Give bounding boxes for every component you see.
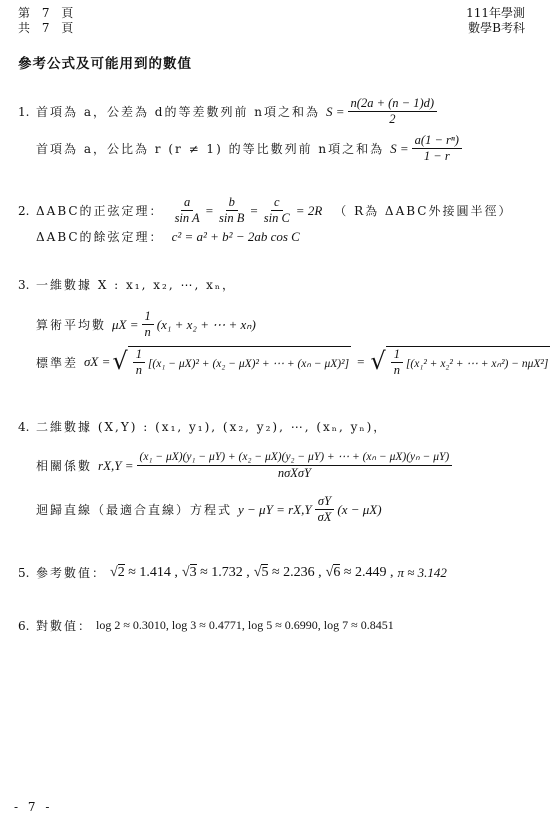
fraction-denominator: sin C xyxy=(263,211,290,225)
sqrt6-value: √6 ≈ 2.449 , xyxy=(325,564,394,580)
std-dev-radical-2: √ $\frac{1}{n}$ [(x₁² + x₂² + ⋯ + xₙ²) − nμX²] xyxy=(370,347,549,377)
sine-law-text: ΔABC的正弦定理： xyxy=(36,204,164,218)
fraction-denominator: n xyxy=(144,325,151,339)
radicand: 2 xyxy=(117,564,125,580)
arith-sum-fraction xyxy=(348,96,438,127)
std-dev-fraction-2 xyxy=(391,347,403,378)
sqrt3-value: √3 ≈ 1.732 , xyxy=(181,564,250,580)
item-4-line-b xyxy=(36,450,455,481)
fraction-numerator: (x₁ − μX)(y₁ − μY) + (x₂ − μX)(y₂ − μY) + ⋯ + (xₙ − μX)(yₙ − μY) xyxy=(137,450,453,466)
approx-value: ≈ 2.449 , xyxy=(343,564,394,580)
page-total: 共 7 頁 xyxy=(18,21,78,35)
item-4-line-c xyxy=(36,494,382,525)
item-1-line-b xyxy=(36,133,465,164)
item-3-line-c xyxy=(36,346,552,378)
sine-fraction-a xyxy=(172,195,203,226)
mean-lhs: μX = xyxy=(112,316,139,332)
item-number: 1. xyxy=(18,104,30,119)
reference-values-text: 參考數值： xyxy=(36,566,107,580)
radicand: 3 xyxy=(189,564,197,580)
mean-rhs: (x₁ + x₂ + ⋯ + xₙ) xyxy=(156,316,256,332)
fraction-denominator: n xyxy=(135,363,142,377)
std-dev-radicand-2: [(x₁² + x₂² + ⋯ + xₙ²) − nμX²] xyxy=(405,357,549,370)
page-header-right xyxy=(466,6,525,36)
fraction-denominator: sin A xyxy=(174,211,200,225)
fraction-numerator: a xyxy=(181,195,193,211)
page-footer: - 7 - xyxy=(14,800,53,814)
fraction-denominator: sin B xyxy=(219,211,245,225)
two-dim-data-text: 二維數據 (X,Y) : (x₁, y₁), (x₂, y₂), ⋯, (xₙ, yₙ)， xyxy=(36,420,388,434)
fraction-numerator: c xyxy=(271,195,283,211)
radicand: 6 xyxy=(333,564,341,580)
approx-value: ≈ 1.414 , xyxy=(128,564,178,580)
fraction-denominator: 2 xyxy=(389,112,396,126)
arith-series-text: 首項為 a，公差為 d的等差數列前 n項之和為 xyxy=(36,105,321,119)
item-4-line-a xyxy=(18,418,387,435)
regression-rhs: (x − μX) xyxy=(337,501,382,517)
arith-sum-lhs: S = xyxy=(326,103,345,119)
sqrt2-value: √2 ≈ 1.414 , xyxy=(110,564,178,580)
std-dev-lhs: σX = xyxy=(84,354,111,369)
fraction-numerator: 1 xyxy=(133,347,145,363)
regression-fraction xyxy=(315,494,335,525)
item-2-line-b xyxy=(36,228,300,245)
item-number: 4. xyxy=(18,419,30,434)
mean-fraction xyxy=(142,309,154,340)
item-3-line-b xyxy=(36,309,256,340)
circumradius-note: （ R為 ΔABC外接圓半徑） xyxy=(334,204,513,218)
item-number: 5. xyxy=(18,565,30,580)
page-header-left xyxy=(18,6,77,36)
fraction-numerator: 1 xyxy=(142,309,154,325)
page-number: 第 7 頁 xyxy=(18,6,78,20)
correlation-lhs: rX,Y = xyxy=(98,457,134,473)
std-dev-text: 標準差 xyxy=(36,355,79,370)
regression-text: 迴歸直線（最適合直線）方程式 xyxy=(36,503,233,517)
fraction-denominator: nσXσY xyxy=(277,466,311,480)
geo-sum-fraction xyxy=(412,133,462,164)
std-dev-radicand-1: [(x₁ − μX)² + (x₂ − μX)² + ⋯ + (xₙ − μX)²] xyxy=(147,357,350,370)
pi-value: π ≈ 3.142 xyxy=(397,564,447,580)
item-6-line xyxy=(18,617,394,634)
page-title: 參考公式及可能用到的數值 xyxy=(18,56,192,72)
fraction-numerator: n(2a + (n − 1)d) xyxy=(348,96,438,112)
item-3-line-a xyxy=(18,276,236,293)
fraction-numerator: a(1 − rⁿ) xyxy=(412,133,462,149)
log-values-formula: log 2 ≈ 0.3010, log 3 ≈ 0.4771, log 5 ≈ 0.6990, log 7 ≈ 0.8451 xyxy=(96,618,394,632)
cosine-law-formula: c² = a² + b² − 2ab cos C xyxy=(171,228,300,244)
equals-sign: = xyxy=(357,354,365,369)
fraction-numerator: b xyxy=(226,195,238,211)
item-2-line-a: 2. ΔABC的正弦定理： $\frac{a}{\text{sin A}}$ = $\frac{b}{\text{sin B}}$ = $\frac{c}{\text{sin C}}$ = 2R （ R為 ΔABC外接圓半徑） xyxy=(18,195,513,225)
sine-fraction-c xyxy=(261,195,293,226)
exam-name: 111年學測 xyxy=(466,6,525,20)
log-values-text: 對數值： xyxy=(36,619,93,633)
fraction-numerator: 1 xyxy=(391,347,403,363)
sqrt5-value: √5 ≈ 2.236 , xyxy=(253,564,322,580)
item-number: 6. xyxy=(18,618,30,633)
fraction-denominator: σX xyxy=(317,510,332,524)
fraction-numerator: σY xyxy=(315,494,334,510)
item-1-line-a xyxy=(18,96,440,127)
regression-lhs: y − μY = rX,Y xyxy=(238,501,312,517)
approx-value: ≈ 1.732 , xyxy=(200,564,250,580)
cosine-law-text: ΔABC的餘弦定理： xyxy=(36,230,164,244)
sine-fraction-b xyxy=(216,195,247,226)
std-dev-radical-1: √ $\frac{1}{n}$ [(x₁ − μX)² + (x₂ − μX)² + ⋯ + (xₙ − μX)²] xyxy=(112,347,350,377)
geo-series-text: 首項為 a，公比為 r (r ≠ 1) 的等比數列前 n項之和為 xyxy=(36,142,385,156)
correlation-fraction xyxy=(137,450,453,481)
item-number: 3. xyxy=(18,277,30,292)
approx-value: ≈ 2.236 , xyxy=(271,564,322,580)
item-number: 2. xyxy=(18,203,30,218)
radicand: 5 xyxy=(261,564,269,580)
correlation-text: 相關係數 xyxy=(36,459,93,473)
one-dim-data-text: 一維數據 X : x₁, x₂, ⋯, xₙ， xyxy=(36,278,237,292)
sine-law-rhs: = 2R xyxy=(295,202,323,218)
fraction-denominator: 1 − r xyxy=(423,149,450,163)
item-5-line xyxy=(18,564,447,581)
geo-sum-lhs: S = xyxy=(390,140,409,156)
fraction-denominator: n xyxy=(393,363,400,377)
subject-name: 數學B考科 xyxy=(468,21,525,35)
std-dev-fraction-1 xyxy=(133,347,145,378)
mean-text: 算術平均數 xyxy=(36,318,107,332)
